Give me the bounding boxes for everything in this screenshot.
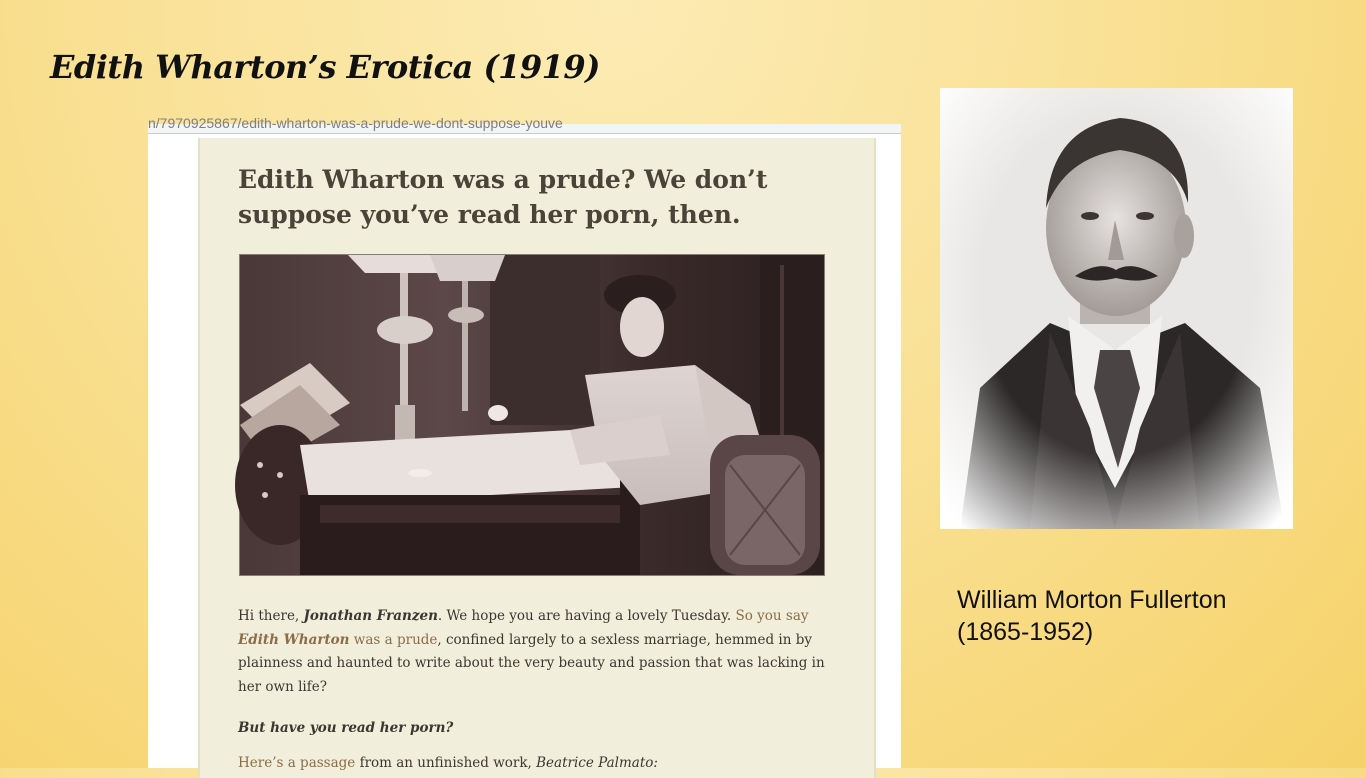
fullerton-portrait-icon <box>940 88 1293 529</box>
portrait-caption <box>957 584 1227 648</box>
body-text-c: , confined largely to a sexless marriage, hemmed in by plainness and haunted to write about the very beauty and passion that was lacking in her own life? <box>238 631 825 695</box>
beatrice-palmato-title: Beatrice Palmato: <box>536 755 658 771</box>
article-question: But have you read her porn? <box>238 720 454 736</box>
passage-line <box>238 755 838 771</box>
headline-line-2: suppose you’ve read her porn, then. <box>238 200 741 229</box>
caption-name: William Morton Fullerton <box>957 586 1227 614</box>
article-headline <box>238 162 848 232</box>
edith-wharton-link[interactable]: Edith Wharton <box>238 631 350 648</box>
body-text-b: . We hope you are having a lovely Tuesday. <box>437 608 736 624</box>
url-text: n/7970925867/edith-wharton-was-a-prude-we-dont-suppose-youve <box>148 115 563 131</box>
jonathan-franzen-link[interactable]: Jonathan Franzen <box>303 608 438 624</box>
browser-url-strip <box>148 115 901 134</box>
so-you-say-link[interactable]: So you say <box>735 608 809 624</box>
slide-title: Edith Wharton’s Erotica (1919) <box>50 48 600 86</box>
passage-mid-text: from an unfinished work, <box>355 755 537 771</box>
caption-years: (1865-1952) <box>957 618 1094 646</box>
body-text-a: Hi there, <box>238 608 304 624</box>
was-a-prude-link[interactable]: was a prude <box>349 631 438 648</box>
article-body-paragraph <box>238 605 838 699</box>
heres-a-passage-link[interactable]: Here’s a passage <box>238 755 356 771</box>
article-column <box>198 138 876 778</box>
article-screenshot <box>148 115 901 771</box>
edith-wharton-photo-icon <box>239 254 825 576</box>
headline-line-1: Edith Wharton was a prude? We don’t <box>238 165 768 194</box>
